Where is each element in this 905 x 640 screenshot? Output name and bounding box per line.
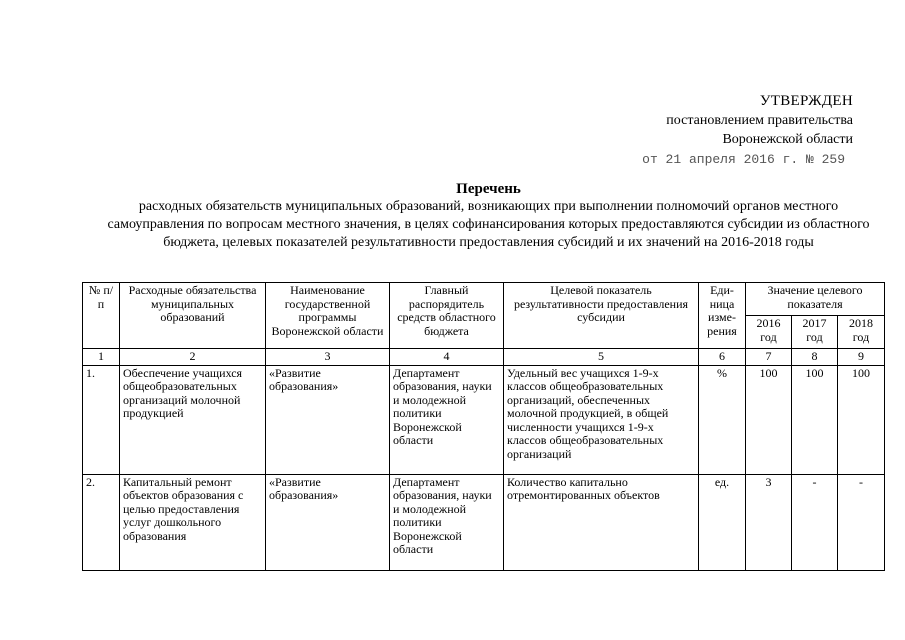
row-value-2018: - <box>838 474 885 570</box>
col-number: 4 <box>390 349 504 366</box>
column-number-row <box>83 349 885 366</box>
row-value-2018: 100 <box>838 365 885 474</box>
document-title: Перечень <box>456 181 521 197</box>
row-manager: Департамент образования, науки и молодежной политики Воронежской области <box>390 365 504 474</box>
approval-line-2: Воронежской области <box>722 132 853 147</box>
col-number: 5 <box>504 349 699 366</box>
row-value-2016: 100 <box>746 365 792 474</box>
col-number: 7 <box>746 349 792 366</box>
row-obligation: Обеспечение учащихся общеобразовательных организаций молочной продукцией <box>120 365 266 474</box>
header-2018: 2018 год <box>838 316 885 349</box>
table-row <box>83 365 885 474</box>
header-manager: Главный распорядитель средств областного бюджета <box>390 283 504 349</box>
document-subtitle: расходных обязательств муниципальных образований, возникающих при выполнении полномочий органов местного самоуправления по вопросам местного значения, в целях софинансирования которых предоставляются субсидии из областного бюджета, целевых показателей результативности предоставления субсидий и их значений на 2016-2018 годы <box>107 199 870 250</box>
document-heading <box>92 180 885 252</box>
header-unit: Еди-ница изме-рения <box>699 283 746 349</box>
row-program: «Развитие образования» <box>266 365 390 474</box>
row-program: «Развитие образования» <box>266 474 390 570</box>
row-indicator: Количество капитально отремонтированных объектов <box>504 474 699 570</box>
col-number: 2 <box>120 349 266 366</box>
approval-title: УТВЕРЖДЕН <box>759 93 853 109</box>
header-indicator: Целевой показатель результативности предоставления субсидии <box>504 283 699 349</box>
col-number: 9 <box>838 349 885 366</box>
header-program: Наименование государственной программы Воронежской области <box>266 283 390 349</box>
col-number: 6 <box>699 349 746 366</box>
header-obligations: Расходные обязательства муниципальных образований <box>120 283 266 349</box>
row-value-2016: 3 <box>746 474 792 570</box>
row-indicator: Удельный вес учащихся 1-9-х классов общеобразовательных организаций, обеспеченных молочной продукцией, в общей численности учащихся 1-9-х классов общеобразовательных организаций <box>504 365 699 474</box>
approval-line-1: постановлением правительства <box>666 113 853 128</box>
header-value-group: Значение целевого показателя <box>746 283 885 316</box>
row-unit: ед. <box>699 474 746 570</box>
row-unit: % <box>699 365 746 474</box>
row-value-2017: 100 <box>792 365 838 474</box>
approval-stamp: от 21 апреля 2016 г. № 259 <box>642 152 845 167</box>
row-num: 1. <box>83 365 120 474</box>
approval-block <box>642 92 853 169</box>
header-2017: 2017 год <box>792 316 838 349</box>
col-number: 3 <box>266 349 390 366</box>
row-obligation: Капитальный ремонт объектов образования с целью предоставления услуг дошкольного образования <box>120 474 266 570</box>
col-number: 1 <box>83 349 120 366</box>
row-value-2017: - <box>792 474 838 570</box>
table-header-row <box>83 283 885 316</box>
col-number: 8 <box>792 349 838 366</box>
obligations-table <box>82 282 885 571</box>
header-2016: 2016 год <box>746 316 792 349</box>
table-row <box>83 474 885 570</box>
row-num: 2. <box>83 474 120 570</box>
header-num: № п/п <box>83 283 120 349</box>
row-manager: Департамент образования, науки и молодежной политики Воронежской области <box>390 474 504 570</box>
